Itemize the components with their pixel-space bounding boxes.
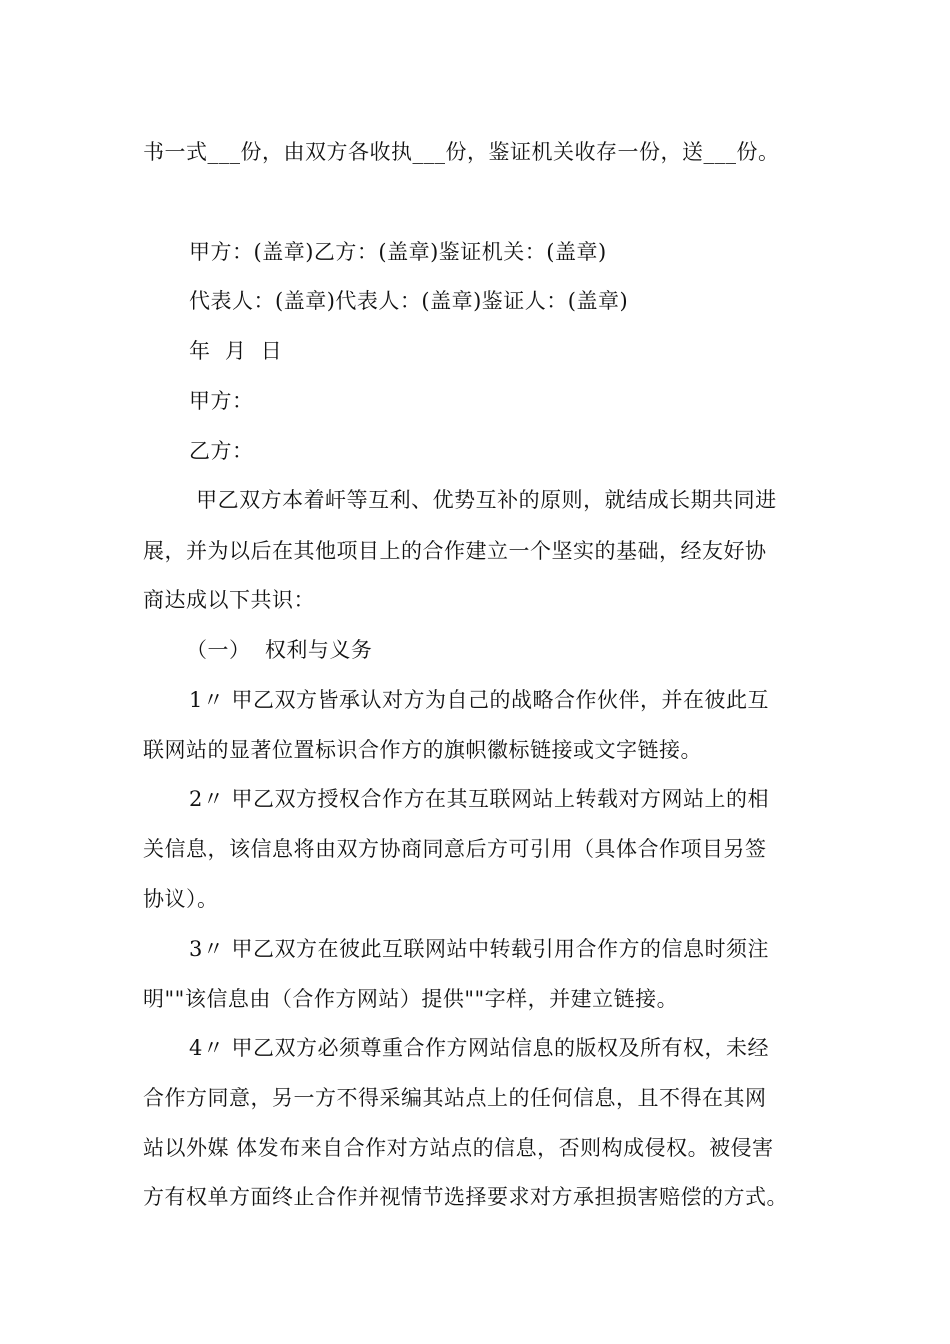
clause-4-line-2: 合作方同意，另一方不得采编其站点上的任何信息，且不得在其网 [143,1086,767,1110]
clause-4-line-1: 4〃 甲乙双方必须尊重合作方网站信息的版权及所有权，未经 [189,1036,770,1060]
text-line-party-b: 乙方： [189,439,254,463]
paragraph-intro-line-1: 甲乙双方本着屽等互利、优势互补的原则，就结成长期共同进 [189,488,777,512]
section-heading-rights: （一） 权利与义务 [186,638,373,662]
clause-3-line-2: 明""该信息由（合作方网站）提供""字样，并建立链接。 [143,987,679,1011]
clause-2-line-3: 协议）。 [143,887,219,911]
clause-2-line-2: 关信息，该信息将由双方协商同意后方可引用（具体合作项目另签 [143,837,767,861]
paragraph-intro-line-2: 展，并为以后在其他项目上的合作建立一个坚实的基础，经友好协 [143,539,767,563]
text-line-date: 年 月 日 [189,339,283,363]
clause-1-line-1: 1〃 甲乙双方皆承认对方为自己的战略合作伙伴，并在彼此互 [189,688,770,712]
clause-1-line-2: 联网站的显著位置标识合作方的旗帜徽标链接或文字链接。 [143,738,702,762]
clause-4-line-4: 方有权单方面终止合作并视情节选择要求对方承担损害赔偿的方式。 [143,1185,788,1209]
text-line-copies: 书一式___份，由双方各收执___份，鉴证机关收存一份，送___份。 [143,140,780,164]
clause-3-line-1: 3〃 甲乙双方在彼此互联网站中转载引用合作方的信息时须注 [189,937,770,961]
paragraph-intro-line-3: 商达成以下共识： [143,588,315,612]
text-line-party-seals: 甲方：(盖章)乙方：(盖章)鉴证机关：(盖章) [189,240,607,264]
text-line-representative-seals: 代表人：(盖章)代表人：(盖章)鉴证人：(盖章) [189,289,629,313]
clause-2-line-1: 2〃 甲乙双方授权合作方在其互联网站上转载对方网站上的相 [189,787,770,811]
text-line-party-a: 甲方： [189,389,254,413]
clause-4-line-3: 站以外媒 体发布来自合作对方站点的信息，否则构成侵权。被侵害 [143,1136,774,1160]
